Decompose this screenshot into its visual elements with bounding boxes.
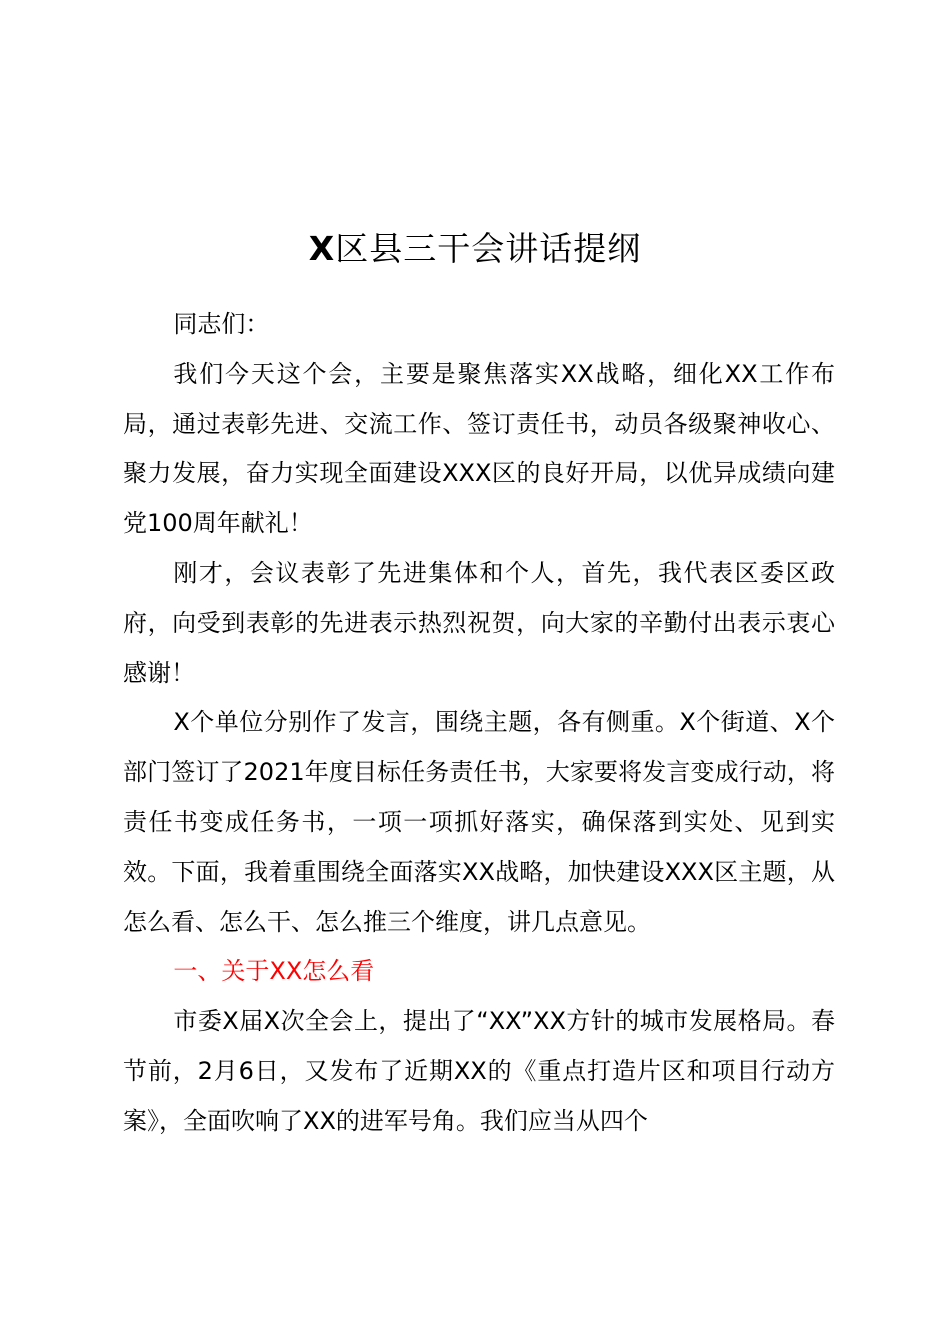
- section-heading: 一、关于XX怎么看: [173, 957, 375, 986]
- salutation: 同志们：: [173, 310, 270, 338]
- document-body: [123, 300, 835, 1147]
- title-main: 区县三干会讲话提纲: [335, 229, 642, 268]
- paragraph-opening: 我们今天这个会，主要是聚焦落实XX战略，细化XX工作布局，通过表彰先进、交流工作、签订责任书，动员各级聚神收心、聚力发展，奋力实现全面建设XXX区的良好开局，以优异成绩向建党100周年献礼！: [123, 359, 835, 538]
- document-title: [0, 224, 950, 274]
- paragraph-commendation: 刚才，会议表彰了先进集体和个人，首先，我代表区委区政府，向受到表彰的先进表示热烈祝贺，向大家的辛勤付出表示衷心感谢！: [123, 558, 835, 687]
- title-prefix: X: [308, 229, 336, 268]
- paragraph-units: X个单位分别作了发言，围绕主题，各有侧重。X个街道、X个部门签订了2021年度目标任务责任书，大家要将发言变成行动，将责任书变成任务书，一项一项抓好落实，确保落到实处、见到实效。下面，我着重围绕全面落实XX战略，加快建设XXX区主题，从怎么看、怎么干、怎么推三个维度，讲几点意见。: [123, 708, 835, 936]
- paragraph-section-one: 市委X届X次全会上，提出了“XX”XX方针的城市发展格局。春节前，2月6日，又发布了近期XX的《重点打造片区和项目行动方案》，全面吹响了XX的进军号角。我们应当从四个: [123, 1007, 835, 1135]
